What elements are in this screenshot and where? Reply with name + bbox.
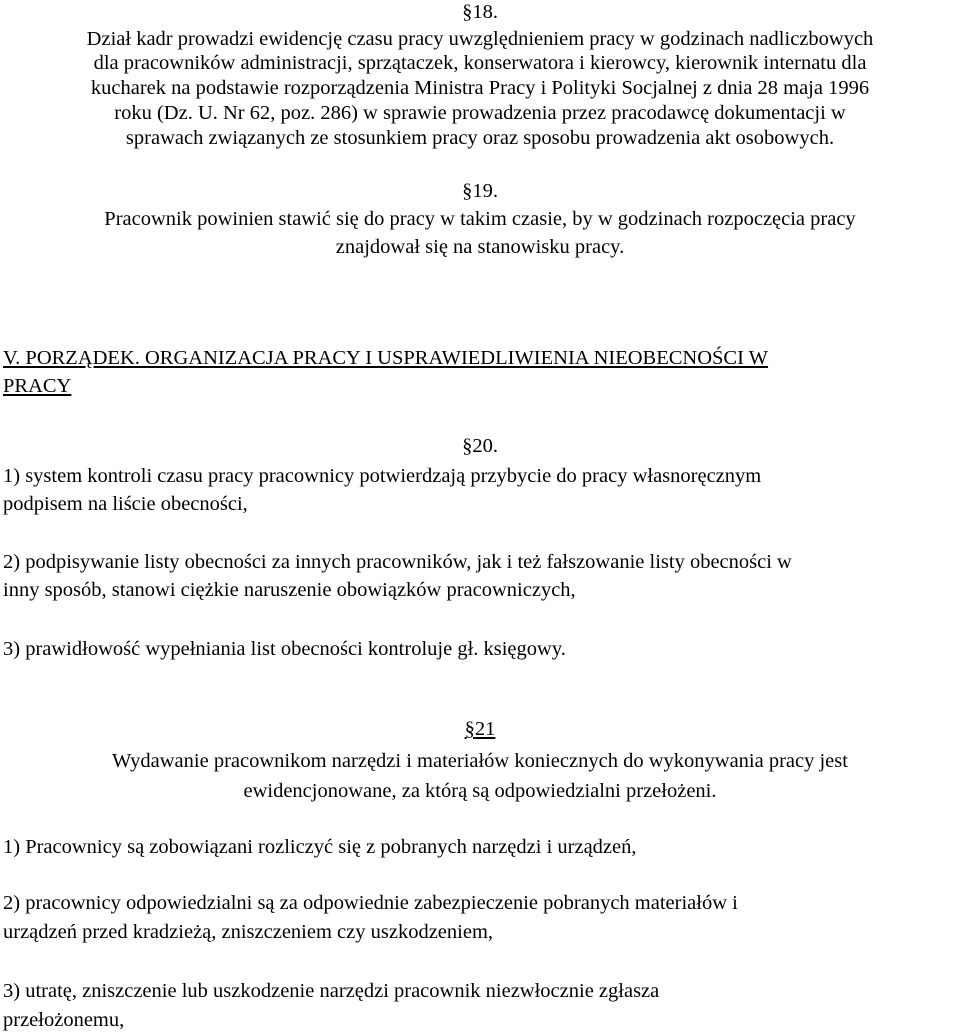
chapter-heading-line-2: PRACY — [3, 375, 72, 397]
section-21-item-3-line-1: 3) utratę, zniszczenie lub uszkodzenie narzędzi pracownik niezwłocznie zgłasza — [3, 980, 660, 1002]
section-20-item-3-line-1: 3) prawidłowość wypełniania list obecności kontroluje gł. księgowy. — [3, 638, 566, 660]
section-21-heading — [0, 719, 960, 740]
section-20-item-2-line-1: 2) podpisywanie listy obecności za innych pracowników, jak i też fałszowanie listy obecności w — [3, 551, 792, 573]
section-21-lead-line-2: ewidencjonowane, za którą są odpowiedzialni przełożeni. — [243, 780, 717, 802]
section-19-heading — [0, 181, 960, 202]
section-19-number: 19. — [472, 180, 498, 202]
section-19-line-2: znajdował się na stanowisku pracy. — [335, 236, 625, 258]
section-18-heading — [0, 2, 960, 23]
section-18-line-1: Dział kadr prowadzi ewidencję czasu pracy uwzględnieniem pracy w godzinach nadliczbowych — [86, 28, 874, 50]
section-21-item-2-line-2: urządzeń przed kradzieżą, zniszczeniem czy uszkodzeniem, — [3, 921, 494, 943]
section-18-line-4: roku (Dz. U. Nr 62, poz. 286) w sprawie prowadzenia przez pracodawcę dokumentacji w — [114, 102, 846, 124]
section-19-line-1: Pracownik powinien stawić się do pracy w takim czasie, by w godzinach rozpoczęcia pracy — [104, 208, 856, 230]
section-21-item-3-line-2: przełożonemu, — [3, 1009, 125, 1031]
section-20-number: 20. — [472, 435, 498, 457]
section-18-line-2: dla pracowników administracji, sprzątaczek, konserwatora i kierowcy, kierownik internatu dla — [93, 52, 867, 74]
section-sign: § — [462, 180, 473, 202]
section-18-line-5: sprawach związanych ze stosunkiem pracy oraz sposobu prowadzenia akt osobowych. — [125, 127, 835, 149]
section-18-line-3: kucharek na podstawie rozporządzenia Ministra Pracy i Polityki Socjalnej z dnia 28 maja 1996 — [90, 77, 870, 99]
section-sign: § — [462, 1, 473, 23]
section-21-number: 21 — [474, 718, 496, 740]
section-sign: § — [464, 718, 475, 740]
section-20-item-1-line-1: 1) system kontroli czasu pracy pracownicy potwierdzają przybycie do pracy własnoręcznym — [3, 465, 762, 487]
chapter-heading-line-1: V. PORZĄDEK. ORGANIZACJA PRACY I USPRAWIEDLIWIENIA NIEOBECNOŚCI W — [3, 347, 769, 369]
section-21-item-1-line-1: 1) Pracownicy są zobowiązani rozliczyć się z pobranych narzędzi i urządzeń, — [3, 836, 637, 858]
section-21-item-2-line-1: 2) pracownicy odpowiedzialni są za odpowiednie zabezpieczenie pobranych materiałów i — [3, 892, 738, 914]
section-21-lead-line-1: Wydawanie pracownikom narzędzi i materiałów koniecznych do wykonywania pracy jest — [112, 750, 848, 772]
section-18-number: 18. — [472, 1, 498, 23]
section-sign: § — [462, 435, 473, 457]
section-20-item-1-line-2: podpisem na liście obecności, — [3, 493, 248, 515]
section-20-item-2-line-2: inny sposób, stanowi ciężkie naruszenie obowiązków pracowniczych, — [3, 579, 576, 601]
section-20-heading — [0, 436, 960, 457]
